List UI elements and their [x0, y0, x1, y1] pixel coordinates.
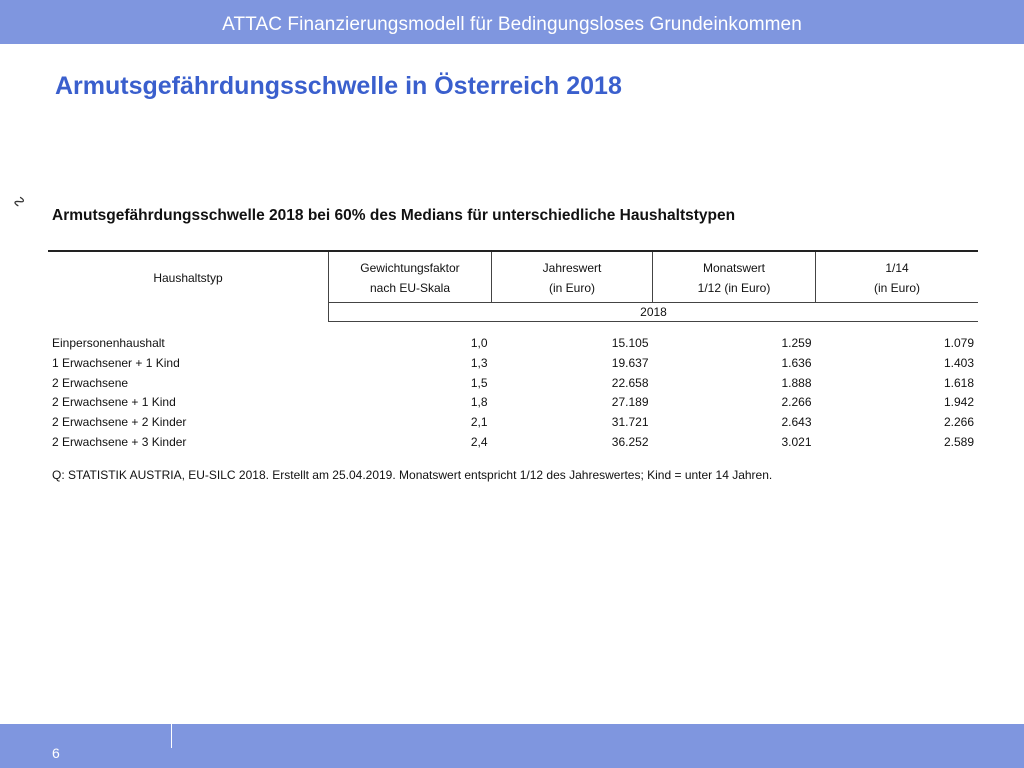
header-monatswert: Monatswert 1/12 (in Euro)	[653, 251, 816, 303]
cell-monatswert: 1.888	[781, 375, 812, 390]
poverty-threshold-table	[48, 250, 978, 453]
table-row	[48, 354, 978, 374]
cell-1-14: 1.942	[943, 395, 974, 410]
header-haushaltstyp: Haushaltstyp	[48, 251, 329, 303]
table-row	[48, 393, 978, 413]
cell-jahreswert: 31.721	[611, 415, 649, 430]
cell-haushaltstyp: 2 Erwachsene	[52, 375, 129, 390]
cell-1-14: 1.618	[943, 375, 974, 390]
slide-title: Armutsgefährdungsschwelle in Österreich 2018	[55, 72, 622, 100]
header-1-14: 1/14 (in Euro)	[816, 251, 979, 303]
cell-haushaltstyp: Einpersonenhaushalt	[52, 336, 165, 350]
page-number: 6	[52, 745, 60, 761]
table-row	[48, 374, 978, 394]
cell-jahreswert: 19.637	[611, 355, 649, 370]
cell-monatswert: 2.643	[781, 415, 812, 430]
header-year: 2018	[329, 303, 979, 322]
header-bar	[0, 0, 1024, 44]
footer-bar	[0, 724, 1024, 768]
cell-1-14: 1.079	[943, 336, 974, 350]
handwritten-mark: ∿	[7, 191, 30, 212]
header-jahreswert: Jahreswert (in Euro)	[492, 251, 653, 303]
table-row	[48, 413, 978, 433]
cell-1-14: 2.589	[943, 434, 974, 449]
table-year-row	[48, 303, 978, 322]
cell-jahreswert: 36.252	[611, 434, 649, 449]
cell-haushaltstyp: 2 Erwachsene + 3 Kinder	[52, 434, 187, 449]
header-text: ATTAC Finanzierungsmodell für Bedingungsloses Grundeinkommen	[222, 14, 802, 35]
footer-divider	[171, 724, 172, 748]
cell-gewichtungsfaktor: 2,4	[470, 434, 488, 449]
cell-haushaltstyp: 1 Erwachsener + 1 Kind	[52, 355, 180, 370]
cell-gewichtungsfaktor: 1,0	[470, 336, 488, 350]
cell-gewichtungsfaktor: 2,1	[470, 415, 488, 430]
header-gewichtungsfaktor: Gewichtungsfaktor nach EU-Skala	[329, 251, 492, 303]
table-row	[48, 433, 978, 453]
source-note: Q: STATISTIK AUSTRIA, EU-SILC 2018. Erstellt am 25.04.2019. Monatswert entspricht 1/12 des Jahreswertes; Kind = unter 14 Jahren.	[52, 468, 773, 482]
table-row	[48, 334, 978, 354]
cell-1-14: 2.266	[943, 415, 974, 430]
cell-jahreswert: 27.189	[611, 395, 649, 410]
table-header-row	[48, 251, 978, 303]
cell-haushaltstyp: 2 Erwachsene + 1 Kind	[52, 395, 176, 410]
cell-haushaltstyp: 2 Erwachsene + 2 Kinder	[52, 415, 187, 430]
cell-monatswert: 3.021	[781, 434, 812, 449]
cell-monatswert: 1.636	[781, 355, 812, 370]
cell-monatswert: 1.259	[781, 336, 812, 350]
cell-gewichtungsfaktor: 1,3	[470, 355, 488, 370]
cell-1-14: 1.403	[943, 355, 974, 370]
cell-jahreswert: 15.105	[611, 336, 649, 350]
cell-monatswert: 2.266	[781, 395, 812, 410]
table-title: Armutsgefährdungsschwelle 2018 bei 60% des Medians für unterschiedliche Haushaltstypen	[52, 207, 736, 224]
cell-jahreswert: 22.658	[611, 375, 649, 390]
cell-gewichtungsfaktor: 1,8	[470, 395, 488, 410]
cell-gewichtungsfaktor: 1,5	[470, 375, 488, 390]
